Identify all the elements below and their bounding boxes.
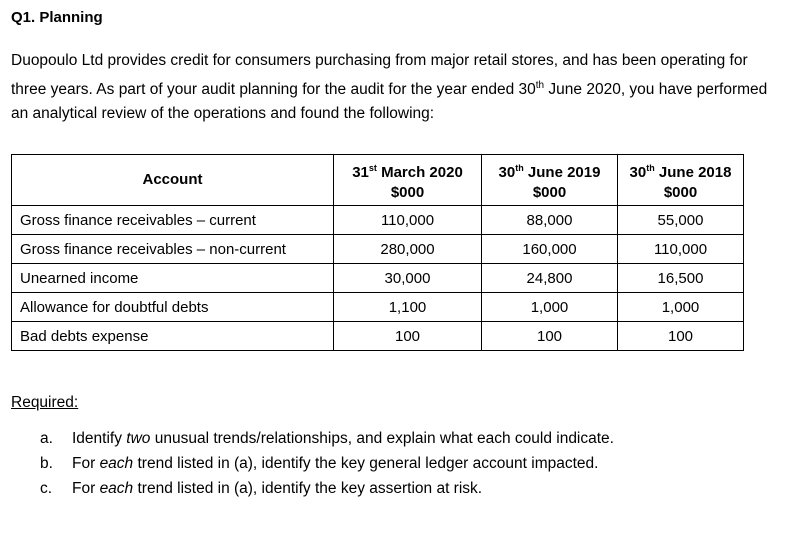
text-pre: For [72, 480, 100, 497]
account-cell: Unearned income [12, 264, 334, 293]
column-day: 30 [629, 163, 647, 181]
value-cell: 1,000 [482, 293, 618, 322]
column-header-june-2018 [618, 155, 744, 206]
text-emphasis: two [126, 430, 151, 447]
text-post: unusual trends/relationships, and explain what each could indicate. [150, 430, 614, 447]
text-pre: Identify [72, 430, 127, 447]
account-header: Account [12, 155, 334, 206]
table-row [12, 235, 744, 264]
text-emphasis: each [99, 455, 134, 472]
analytical-review-table [11, 154, 744, 351]
text-pre: For [72, 455, 100, 472]
column-day-suffix: th [515, 162, 524, 173]
list-item [40, 476, 614, 501]
intro-superscript: th [535, 79, 545, 91]
column-day-suffix: th [646, 162, 655, 173]
column-period: March 2020 [376, 163, 463, 181]
account-cell: Gross finance receivables – non-current [12, 235, 334, 264]
value-cell: 1,100 [334, 293, 482, 322]
intro-paragraph [11, 49, 781, 127]
column-day-suffix: st [368, 162, 377, 173]
column-period: June 2018 [654, 163, 732, 181]
list-marker: a. [40, 430, 53, 447]
value-cell: 30,000 [334, 264, 482, 293]
account-cell: Gross finance receivables – current [12, 206, 334, 235]
value-cell: 16,500 [618, 264, 744, 293]
column-period: June 2019 [523, 163, 601, 181]
list-item-text [72, 426, 614, 451]
intro-text-part-2: June 2020, you have performed an analytical review of the operations and found the following: [11, 80, 768, 123]
account-cell: Allowance for doubtful debts [12, 293, 334, 322]
text-post: trend listed in (a), identify the key assertion at risk. [133, 480, 483, 497]
table-row [12, 264, 744, 293]
column-day: 30 [498, 163, 516, 181]
column-unit: $000 [663, 183, 698, 201]
table-row [12, 206, 744, 235]
column-header-march-2020 [334, 155, 482, 206]
value-cell: 55,000 [618, 206, 744, 235]
text-emphasis: each [99, 480, 134, 497]
list-item [40, 426, 614, 451]
column-header-june-2019 [482, 155, 618, 206]
question-title: Q1. Planning [11, 9, 103, 26]
list-item-text [72, 476, 482, 501]
list-item-text [72, 451, 598, 476]
value-cell: 280,000 [334, 235, 482, 264]
list-item [40, 451, 614, 476]
list-marker: b. [40, 455, 53, 472]
table-row [12, 322, 744, 351]
column-unit: $000 [532, 183, 567, 201]
value-cell: 110,000 [334, 206, 482, 235]
table-row [12, 293, 744, 322]
value-cell: 88,000 [482, 206, 618, 235]
intro-text-part-1: Duopoulo Ltd provides credit for consumers purchasing from major retail stores, and has been operating for three years. As part of your audit planning for the audit for the year ended 30 [11, 52, 748, 98]
account-cell: Bad debts expense [12, 322, 334, 351]
value-cell: 1,000 [618, 293, 744, 322]
value-cell: 110,000 [618, 235, 744, 264]
column-unit: $000 [390, 183, 425, 201]
required-list [40, 426, 614, 501]
value-cell: 100 [618, 322, 744, 351]
required-heading: Required: [11, 394, 79, 411]
table-header-row [12, 155, 744, 206]
value-cell: 100 [482, 322, 618, 351]
column-day: 31 [352, 163, 369, 181]
value-cell: 100 [334, 322, 482, 351]
list-marker: c. [40, 480, 53, 497]
value-cell: 24,800 [482, 264, 618, 293]
value-cell: 160,000 [482, 235, 618, 264]
text-post: trend listed in (a), identify the key general ledger account impacted. [133, 455, 599, 472]
